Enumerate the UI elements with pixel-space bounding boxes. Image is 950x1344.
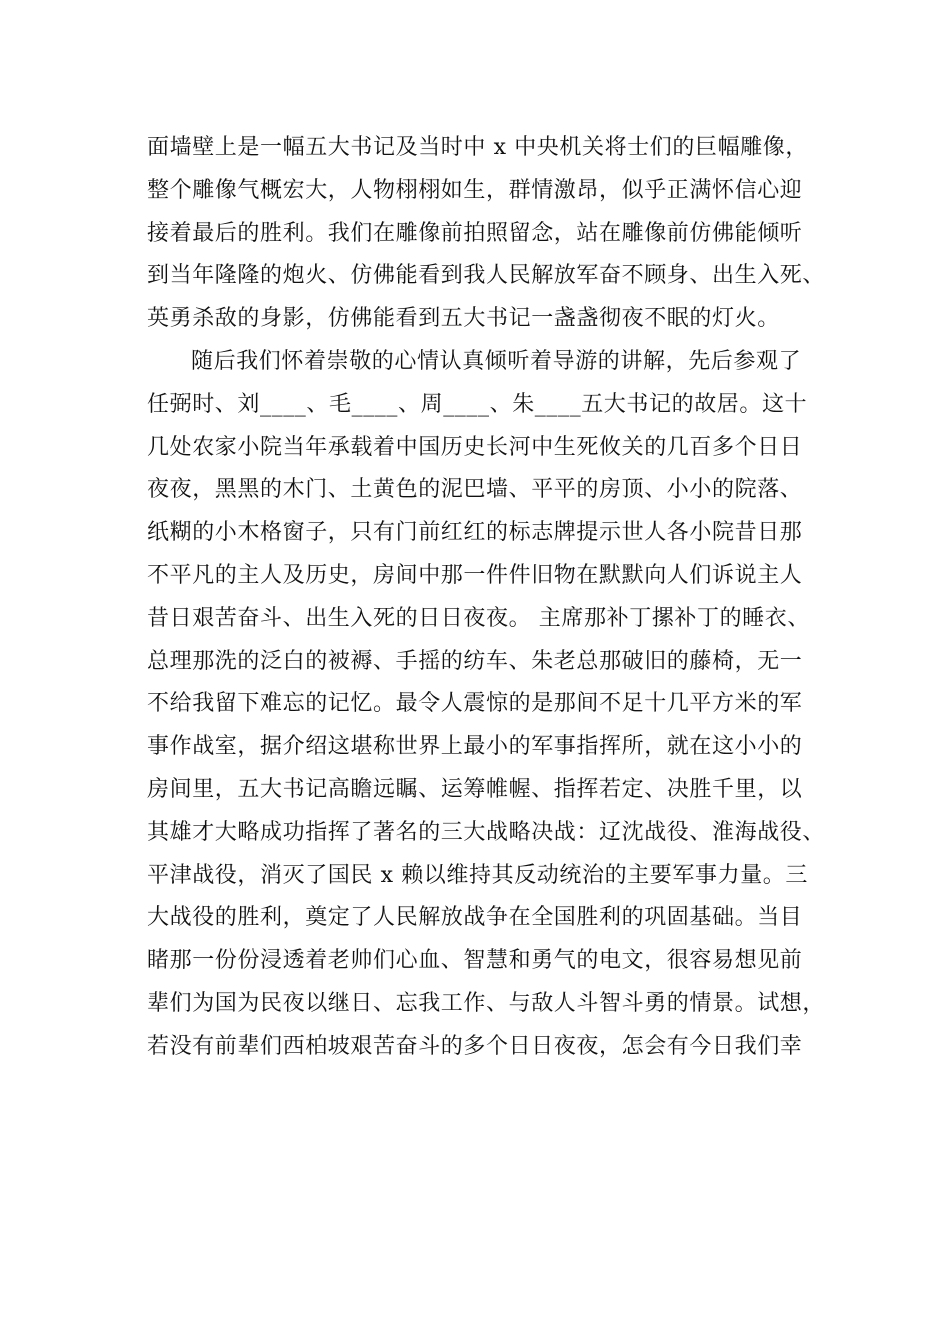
text-line: 平津战役，消灭了国民 x 赖以维持其反动统治的主要军事力量。三 — [147, 862, 808, 888]
text-line: 任弼时、刘____、毛____、周____、朱____五大书记的故居。这十 — [147, 391, 808, 417]
text-line: 大战役的胜利，奠定了人民解放战争在全国胜利的巩固基础。当目 — [147, 905, 803, 931]
text-line: 纸糊的小木格窗子，只有门前红红的标志牌提示世人各小院昔日那 — [147, 520, 803, 546]
paragraph-start-line: 随后我们怀着崇敬的心情认真倾听着导游的讲解，先后参观了 — [191, 348, 802, 374]
text-line: 夜夜，黑黑的木门、土黄色的泥巴墙、平平的房顶、小小的院落、 — [147, 477, 803, 503]
text-line: 到当年隆隆的炮火、仿佛能看到我人民解放军奋不顾身、出生入死、 — [147, 263, 826, 289]
text-line: 不平凡的主人及历史，房间中那一件件旧物在默默向人们诉说主人 — [147, 562, 803, 588]
body-text — [147, 127, 827, 1069]
text-line: 整个雕像气概宏大，人物栩栩如生，群情激昂，似乎正满怀信心迎 — [147, 177, 803, 203]
text-line: 其雄才大略成功指挥了著名的三大战略决战：辽沈战役、淮海战役、 — [147, 819, 826, 845]
text-line: 总理那洗的泛白的被褥、手摇的纺车、朱老总那破旧的藤椅，无一 — [147, 648, 803, 674]
text-line: 英勇杀敌的身影，仿佛能看到五大书记一盏盏彻夜不眠的灯火。 — [147, 306, 780, 332]
text-line: 几处农家小院当年承载着中国历史长河中生死攸关的几百多个日日 — [147, 434, 803, 460]
text-line: 事作战室，据介绍这堪称世界上最小的军事指挥所，就在这小小的 — [147, 734, 803, 760]
text-line: 若没有前辈们西柏坡艰苦奋斗的多个日日夜夜，怎会有今日我们幸 — [147, 1033, 803, 1059]
text-line: 昔日艰苦奋斗、出生入死的日日夜夜。 主席那补丁摞补丁的睡衣、 — [147, 605, 810, 631]
text-line: 面墙壁上是一幅五大书记及当时中 x 中央机关将士们的巨幅雕像， — [147, 135, 808, 160]
text-line: 辈们为国为民夜以继日、忘我工作、与敌人斗智斗勇的情景。试想， — [147, 990, 826, 1016]
text-line: 房间里，五大书记高瞻远瞩、运筹帷幄、指挥若定、决胜千里，以 — [147, 776, 803, 802]
text-line: 睹那一份份浸透着老帅们心血、智慧和勇气的电文，很容易想见前 — [147, 948, 803, 974]
text-line: 不给我留下难忘的记忆。最令人震惊的是那间不足十几平方米的军 — [147, 691, 803, 717]
text-line: 接着最后的胜利。我们在雕像前拍照留念，站在雕像前仿佛能倾听 — [147, 220, 803, 246]
